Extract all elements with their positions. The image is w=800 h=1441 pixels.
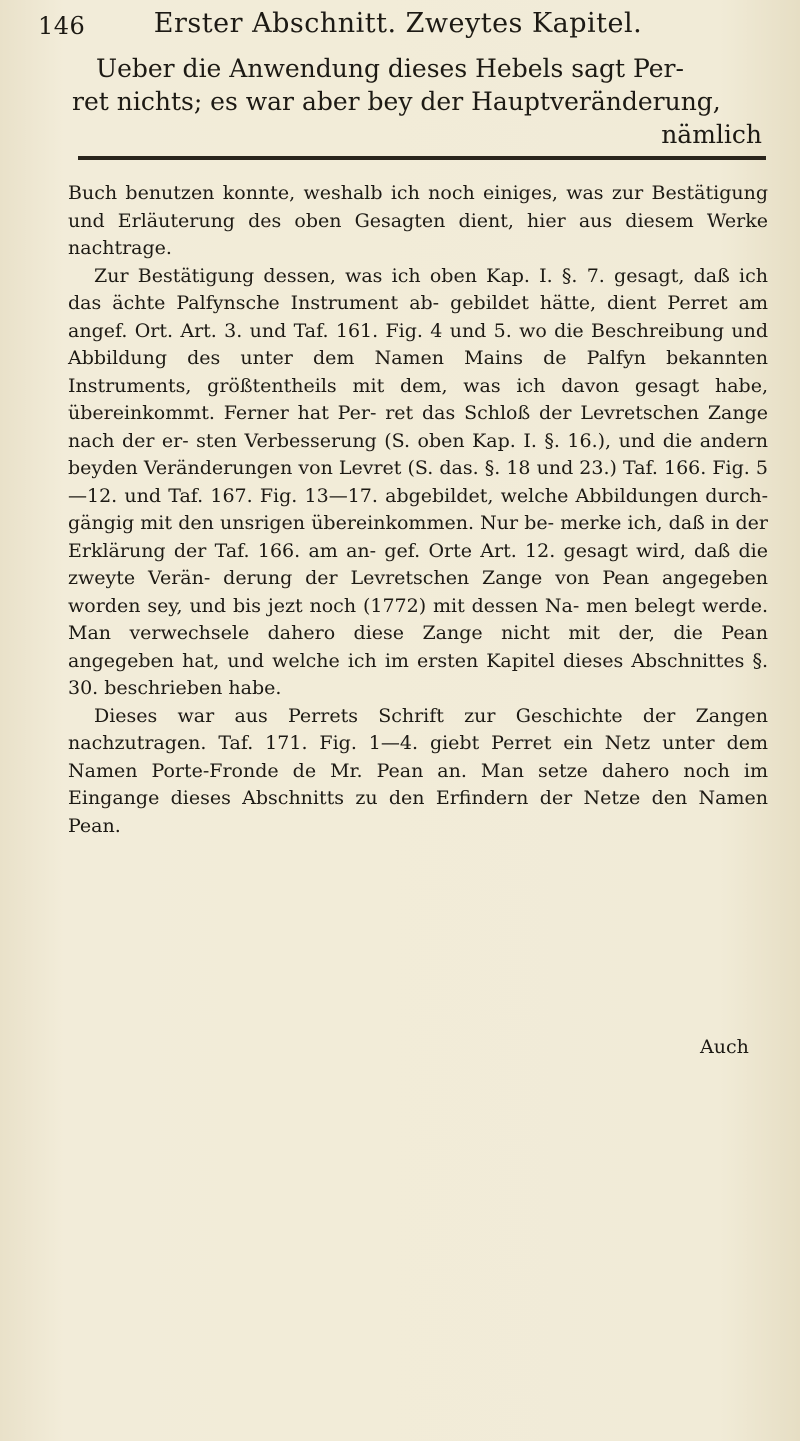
intro-line: Ueber die Anwendung dieses Hebels sagt Per- <box>96 54 684 83</box>
running-head: Erster Abschnitt. Zweytes Kapitel. <box>153 8 643 39</box>
intro-paragraph <box>72 52 762 151</box>
paragraph: Zur Bestätigung dessen, was ich oben Kap. I. §. 7. gesagt, daß ich das ächte Palfynsche Instrument ab- gebildet hätte, dient Perret am angef. Ort. Art. 3. und Taf. 161. Fig. 4 und 5. wo die Beschreibung und Abbildung des unter dem Namen Mains de Palfyn bekannten Instruments, größtentheils mit dem, was ich davon gesagt habe, übereinkommt. Ferner hat Per- ret das Schloß der Levretschen Zange nach der er- sten Verbesserung (S. oben Kap. I. §. 16.), und die andern beyden Veränderungen von Levret (S. das. §. 18 und 23.) Taf. 166. Fig. 5—12. und Taf. 167. Fig. 13—17. abgebildet, welche Abbildungen durch- gängig mit den unsrigen übereinkommen. Nur be- merke ich, daß in der Erklärung der Taf. 166. am an- gef. Orte Art. 12. gesagt wird, daß die zweyte Verän- derung der Levretschen Zange von Pean angegeben worden sey, und bis jezt noch (1772) mit dessen Na- men belegt werde. Man verwechsele dahero diese Zange nicht mit der, die Pean angegeben hat, und welche ich im ersten Kapitel dieses Abschnittes §. 30. beschrieben habe. <box>68 264 768 699</box>
paragraph: Buch benutzen konnte, weshalb ich noch einiges, was zur Bestätigung und Erläuterung des oben Gesagten dient, hier aus diesem Werke nachtrage. <box>68 182 768 259</box>
paragraph: Dieses war aus Perrets Schrift zur Geschichte der Zangen nachzutragen. Taf. 171. Fig. 1—4. giebt Perret ein Netz unter dem Namen Porte-Fronde de Mr. Pean an. Man setze dahero noch im Eingange dieses Abschnitts zu den Erfindern der Netze den Namen Pean. <box>68 704 768 837</box>
page-number: 146 <box>38 12 86 40</box>
body-text <box>68 180 768 840</box>
section-divider <box>78 156 766 160</box>
intro-line: ret nichts; es war aber bey der Hauptveränderung, <box>72 87 721 116</box>
page-header <box>38 8 758 52</box>
intro-line: nämlich <box>661 120 762 149</box>
catchword: Auch <box>700 1036 749 1058</box>
